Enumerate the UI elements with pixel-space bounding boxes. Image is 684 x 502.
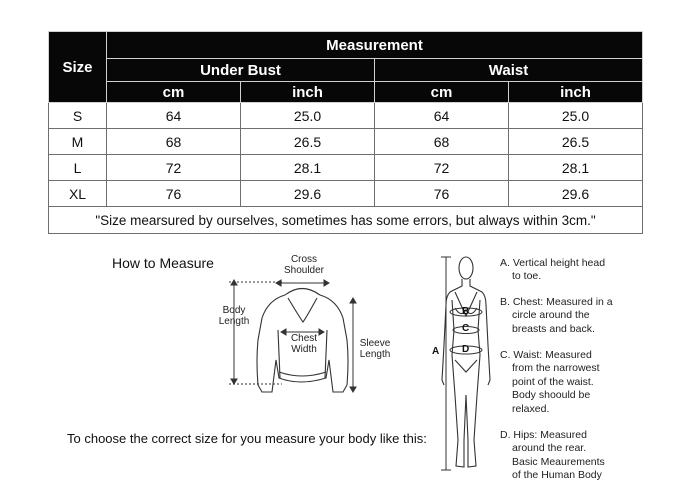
body-length-label bbox=[214, 305, 254, 327]
size-cell: XL bbox=[49, 181, 107, 207]
value-cell: 68 bbox=[107, 129, 241, 155]
cross-shoulder-label-line: Cross bbox=[290, 254, 318, 265]
size-note: "Size mearsured by ourselves, sometimes has some errors, but always within 3cm." bbox=[49, 207, 643, 234]
unit-header: inch bbox=[509, 82, 643, 103]
marker-a: A bbox=[432, 346, 440, 357]
description-d bbox=[500, 429, 605, 483]
description-line: B. Chest: Measured in a bbox=[500, 296, 613, 308]
description-line: Body shoould be bbox=[512, 389, 591, 402]
description-line: to toe. bbox=[512, 270, 542, 283]
unit-header: inch bbox=[241, 82, 375, 103]
waist-header: Waist bbox=[375, 59, 643, 82]
cross-shoulder-label bbox=[279, 254, 329, 276]
human-body-illustration bbox=[442, 257, 490, 467]
description-line: from the narrowest bbox=[512, 362, 600, 375]
description-line: C. Waist: Measured bbox=[500, 349, 592, 361]
chest-width-label bbox=[284, 333, 324, 355]
sleeve-length-label bbox=[354, 338, 396, 360]
sleeve-length-label-line: Length bbox=[359, 349, 391, 360]
body-length-label-line: Length bbox=[218, 316, 250, 327]
description-b bbox=[500, 296, 613, 336]
value-cell: 64 bbox=[375, 103, 509, 129]
value-cell: 76 bbox=[107, 181, 241, 207]
chest-width-label-line: Chest bbox=[290, 333, 318, 344]
under-bust-header: Under Bust bbox=[107, 59, 375, 82]
marker-b: B bbox=[462, 306, 470, 317]
value-cell: 26.5 bbox=[241, 129, 375, 155]
body-length-label-line: Body bbox=[222, 305, 246, 316]
description-line: relaxed. bbox=[512, 402, 550, 415]
value-cell: 68 bbox=[375, 129, 509, 155]
instruction-text: To choose the correct size for you measure your body like this: bbox=[67, 431, 427, 446]
description-line: breasts and back. bbox=[512, 322, 595, 335]
measurement-header: Measurement bbox=[107, 32, 643, 59]
value-cell: 28.1 bbox=[241, 155, 375, 181]
value-cell: 25.0 bbox=[241, 103, 375, 129]
size-cell: M bbox=[49, 129, 107, 155]
value-cell: 29.6 bbox=[241, 181, 375, 207]
value-cell: 28.1 bbox=[509, 155, 643, 181]
value-cell: 29.6 bbox=[509, 181, 643, 207]
value-cell: 25.0 bbox=[509, 103, 643, 129]
marker-c: C bbox=[462, 323, 470, 334]
size-header: Size bbox=[49, 32, 107, 103]
description-line: D. Hips: Measured bbox=[500, 429, 587, 441]
marker-d: D bbox=[462, 344, 470, 355]
cross-shoulder-arrow bbox=[276, 280, 329, 286]
unit-header: cm bbox=[107, 82, 241, 103]
description-line: A. Vertical height head bbox=[500, 257, 606, 269]
value-cell: 64 bbox=[107, 103, 241, 129]
description-a bbox=[500, 257, 605, 284]
description-line: around the rear. bbox=[512, 442, 587, 455]
value-cell: 26.5 bbox=[509, 129, 643, 155]
description-line: point of the waist. bbox=[512, 375, 594, 388]
how-to-measure-title: How to Measure bbox=[112, 255, 214, 271]
sleeve-length-label-line: Sleeve bbox=[359, 338, 391, 349]
cross-shoulder-label-line: Shoulder bbox=[283, 265, 325, 276]
value-cell: 72 bbox=[375, 155, 509, 181]
value-cell: 76 bbox=[375, 181, 509, 207]
value-cell: 72 bbox=[107, 155, 241, 181]
description-c bbox=[500, 349, 600, 416]
description-line: Basic Meaurements bbox=[512, 455, 605, 468]
body-length-arrow bbox=[229, 280, 282, 384]
description-line: of the Human Body bbox=[512, 469, 602, 482]
size-cell: L bbox=[49, 155, 107, 181]
description-line: circle around the bbox=[512, 309, 590, 322]
unit-header: cm bbox=[375, 82, 509, 103]
chest-width-label-line: Width bbox=[291, 344, 317, 355]
size-cell: S bbox=[49, 103, 107, 129]
